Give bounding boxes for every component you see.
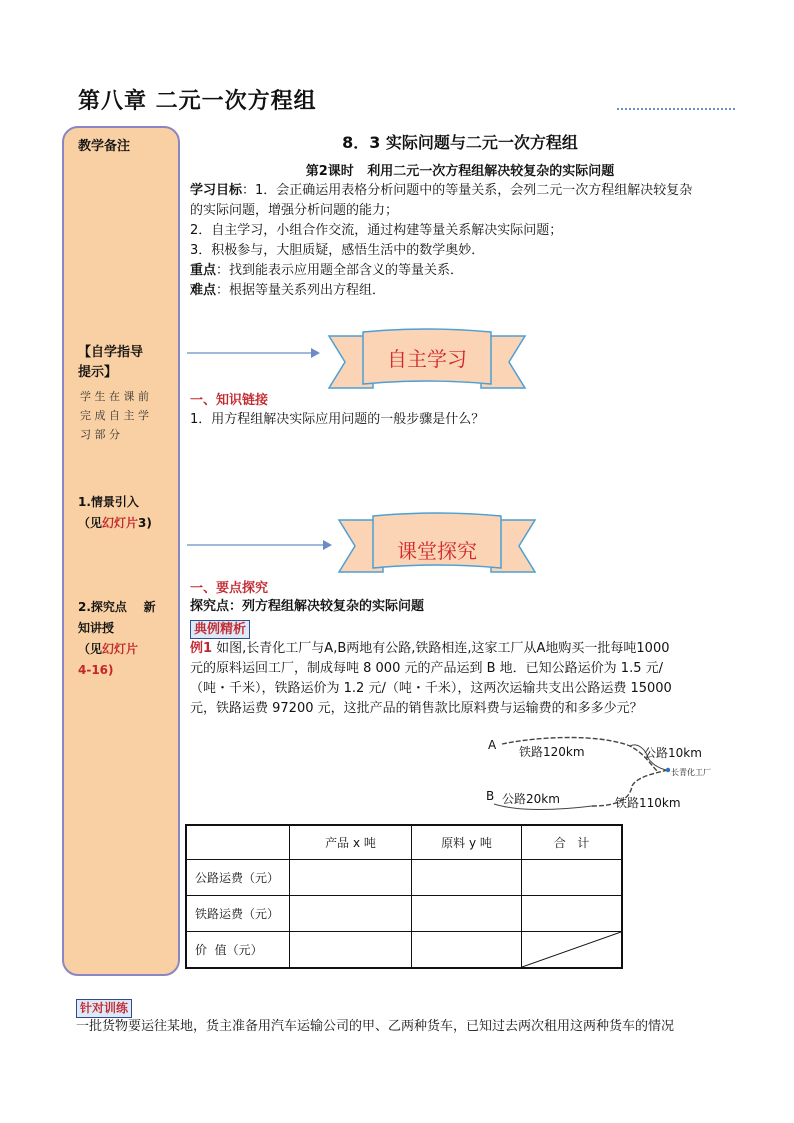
table-cell — [412, 896, 522, 932]
example-tag — [190, 618, 250, 639]
self-study-banner — [327, 328, 527, 394]
map-label-rail-b: 铁路110km — [615, 796, 681, 810]
example-1-label: 例1 — [190, 641, 213, 656]
self-study-banner-text: 自主学习 — [387, 347, 467, 371]
self-study-note-line: 完 成 自 主 学 — [80, 409, 149, 422]
table-row — [186, 896, 622, 932]
step1-ref-open: （见 — [78, 516, 103, 530]
table-row — [186, 860, 622, 896]
table-header-cell — [186, 825, 290, 860]
map-label-b: B — [486, 789, 495, 803]
table-row-label: 价 值（元） — [186, 932, 290, 969]
objective-1: ：1．会正确运用表格分析问题中的等量关系，会列二元一次方程组解决较复杂 — [242, 183, 693, 198]
diagonal-line-icon — [522, 932, 621, 967]
objective-2: 2．自主学习，小组合作交流，通过构建等量关系解决实际问题； — [190, 223, 563, 238]
arrow-to-self-study — [187, 345, 322, 361]
self-study-guide-title — [78, 343, 143, 383]
header-dotted-line — [617, 108, 735, 110]
table-cell — [290, 932, 412, 969]
example-tag-label: 典例精析 — [190, 620, 250, 639]
table-row-label: 铁路运费（元） — [186, 896, 290, 932]
key-explore-heading: 一、要点探究 — [190, 581, 269, 596]
example-1-line: 如图,长青化工厂与A,B两地有公路,铁路相连,这家工厂从A地购买一批每吨1000 — [212, 641, 670, 656]
example-1-line: 元的原料运回工厂，制成每吨 8 000 元的产品运到 B 地．已知公路运价为 1.5 元/ — [190, 661, 663, 676]
table-cell — [522, 896, 623, 932]
practice-text: 一批货物要运往某地，货主准备用汽车运输公司的甲、乙两种货车，已知过去两次租用这两种货车的情况 — [76, 1019, 675, 1034]
table-header-cell: 产品 x 吨 — [290, 825, 412, 860]
step1-block — [78, 492, 152, 534]
step2-ref-open: （见 — [78, 642, 103, 656]
freight-table — [185, 824, 623, 969]
section-title: 8．3 实际问题与二元一次方程组 — [342, 133, 578, 152]
knowledge-question-1: 1．用方程组解决实际应用问题的一般步骤是什么？ — [190, 412, 485, 427]
class-explore-banner-text: 课堂探究 — [397, 539, 477, 563]
objective-1-cont: 的实际问题，增强分析问题的能力； — [190, 203, 399, 218]
step2-ref-slide: 幻灯片 — [102, 642, 139, 656]
key-point-label: 重点 — [190, 263, 217, 278]
step1-ref-close: 3) — [138, 516, 152, 530]
table-cell — [522, 860, 623, 896]
explore-point: 探究点：列方程组解决较复杂的实际问题 — [190, 599, 425, 614]
table-cell — [290, 896, 412, 932]
step2-block — [78, 597, 156, 681]
teaching-notes-sidebar — [62, 126, 180, 976]
chapter-title: 第八章 二元一次方程组 — [78, 89, 317, 114]
map-label-road-a: 公路10km — [644, 746, 702, 760]
learning-objectives — [190, 181, 730, 301]
factory-marker — [666, 768, 670, 772]
table-cell — [290, 860, 412, 896]
table-header-row — [186, 825, 622, 860]
map-label-rail-a: 铁路120km — [519, 745, 585, 759]
table-row-label: 公路运费（元） — [186, 860, 290, 896]
self-study-note — [80, 387, 149, 444]
self-study-guide-title-line2: 提示】 — [78, 365, 118, 380]
example-1-line: 元，铁路运费 97200 元，这批产品的销售款比原料费与运输费的和多多少元？ — [190, 701, 643, 716]
table-diagonal-cell — [522, 932, 623, 969]
difficult-point-text: ：根据等量关系列出方程组． — [216, 283, 386, 298]
example-1 — [190, 639, 735, 719]
step1-title: 1.情景引入 — [78, 495, 139, 509]
map-label-factory: 长青化工厂 — [671, 768, 711, 777]
table-cell — [412, 860, 522, 896]
map-label-a: A — [488, 738, 497, 752]
table-header-cell: 原料 y 吨 — [412, 825, 522, 860]
objectives-label: 学习目标 — [190, 183, 243, 198]
step2-title-line1: 2.探究点 新 — [78, 600, 156, 614]
difficult-point-label: 难点 — [190, 283, 217, 298]
practice-tag — [76, 997, 132, 1018]
step2-ref-range: 4-16) — [78, 663, 114, 677]
table-header-cell: 合 计 — [522, 825, 623, 860]
arrow-to-class-explore — [187, 537, 334, 553]
sidebar-heading: 教学备注 — [78, 139, 131, 154]
table-row — [186, 932, 622, 969]
self-study-note-line: 习 部 分 — [80, 428, 120, 441]
step2-title-line2: 知讲授 — [78, 621, 115, 635]
map-label-road-b: 公路20km — [502, 792, 560, 806]
practice-tag-label: 针对训练 — [76, 999, 132, 1018]
class-explore-banner — [337, 512, 537, 578]
objective-3: 3．积极参与，大胆质疑，感悟生活中的数学奥妙． — [190, 243, 485, 258]
key-point-text: ：找到能表示应用题全部含义的等量关系． — [216, 263, 464, 278]
table-cell — [412, 932, 522, 969]
lesson-title: 第2课时 利用二元一次方程组解决较复杂的实际问题 — [305, 164, 615, 179]
knowledge-link-heading: 一、知识链接 — [190, 393, 269, 408]
self-study-guide-title-line1: 【自学指导 — [78, 345, 144, 360]
step1-ref-slide: 幻灯片 — [102, 516, 139, 530]
example-1-line: （吨・千米），铁路运价为 1.2 元/（吨・千米），这两次运输共支出公路运费 15000 — [190, 681, 672, 696]
self-study-note-line: 学 生 在 课 前 — [80, 390, 149, 403]
